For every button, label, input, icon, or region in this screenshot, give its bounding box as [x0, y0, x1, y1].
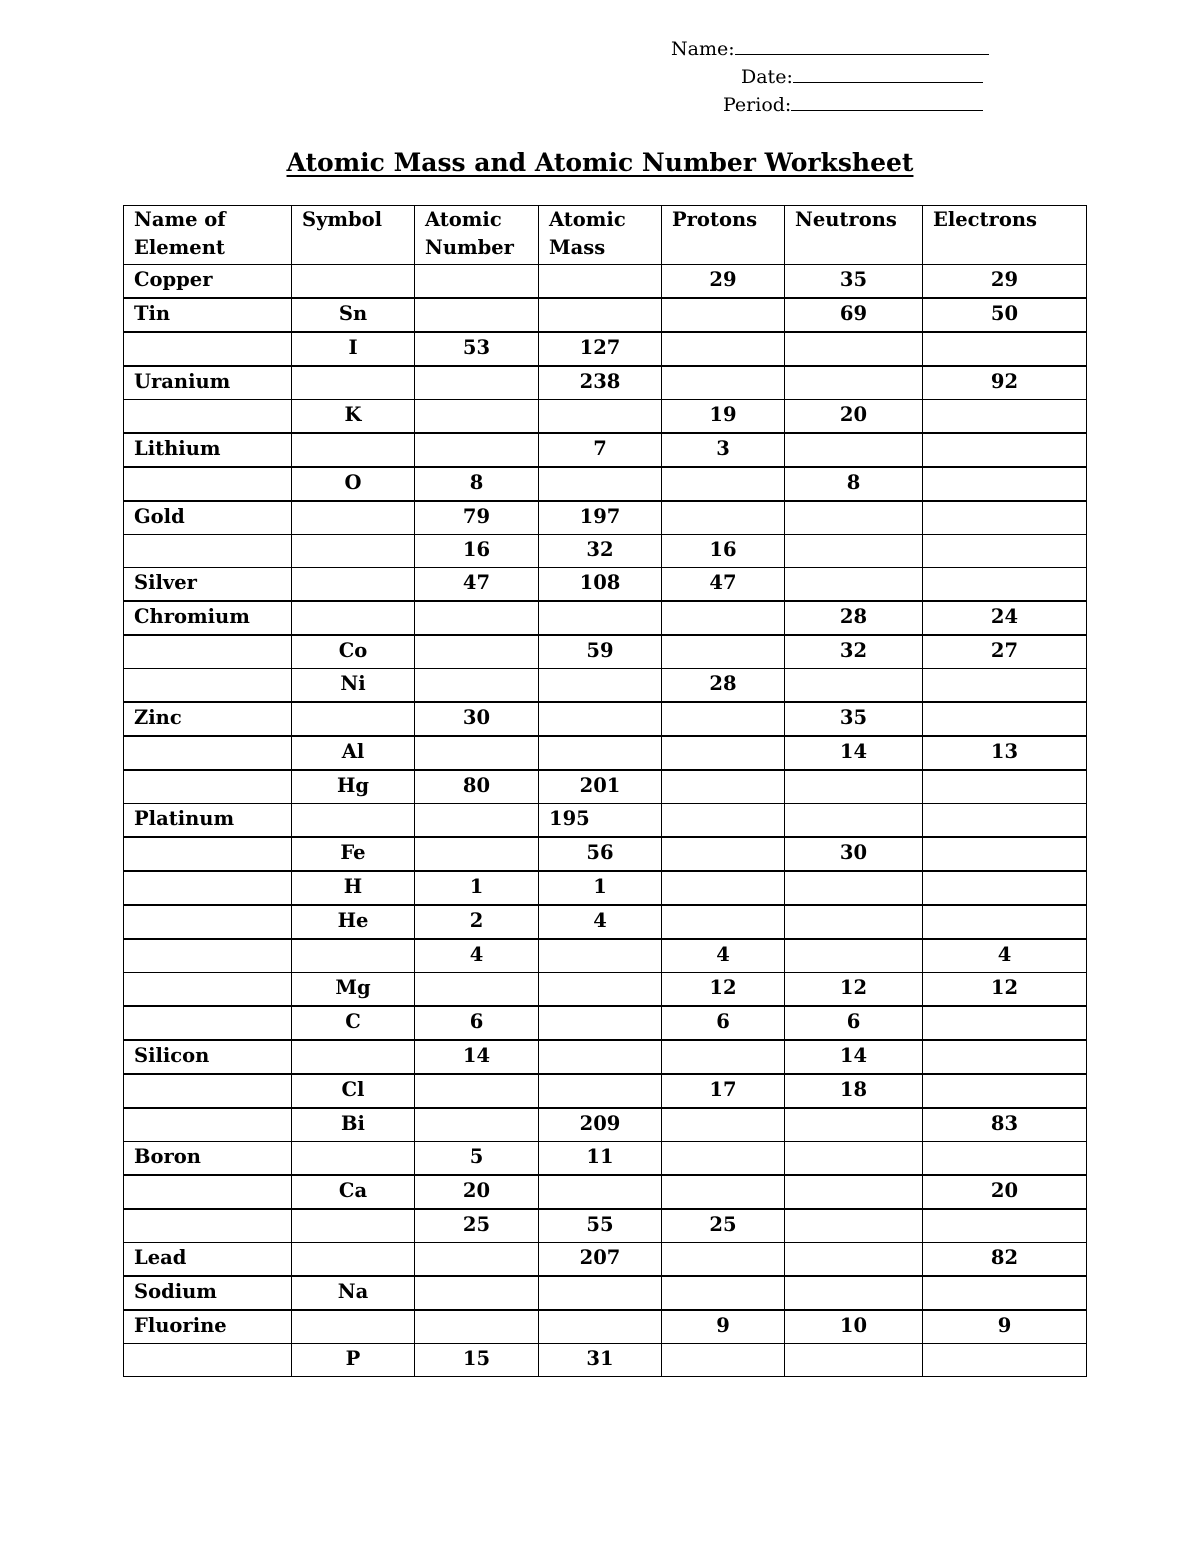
table-cell[interactable]: 12: [923, 973, 1087, 1007]
worksheet-title: Atomic Mass and Atomic Number Worksheet: [286, 148, 914, 177]
table-cell[interactable]: 79: [415, 501, 539, 535]
table-cell[interactable]: [415, 1310, 539, 1344]
table-cell[interactable]: [785, 366, 923, 400]
table-cell[interactable]: [292, 265, 415, 299]
table-body: [124, 265, 1087, 1377]
table-cell[interactable]: 209: [539, 1108, 662, 1142]
table-cell[interactable]: [923, 702, 1087, 736]
table-cell[interactable]: [662, 332, 785, 366]
table-cell[interactable]: 127: [539, 332, 662, 366]
table-cell[interactable]: [539, 467, 662, 501]
table-cell[interactable]: Lead: [124, 1243, 292, 1277]
table-cell[interactable]: 29: [662, 265, 785, 299]
table-cell[interactable]: [539, 1310, 662, 1344]
table-cell[interactable]: 25: [415, 1209, 539, 1243]
table-cell[interactable]: 56: [539, 837, 662, 871]
worksheet-table: [123, 205, 1087, 1377]
table-cell[interactable]: [292, 1040, 415, 1074]
table-cell[interactable]: [415, 265, 539, 299]
table-row: [124, 1006, 1087, 1040]
table-cell[interactable]: [785, 568, 923, 602]
table-cell[interactable]: [785, 1209, 923, 1243]
column-header: Electrons: [923, 206, 1087, 265]
table-cell[interactable]: 24: [923, 601, 1087, 635]
table-cell[interactable]: 83: [923, 1108, 1087, 1142]
table-cell[interactable]: [923, 1006, 1087, 1040]
table-cell[interactable]: [292, 601, 415, 635]
table-cell[interactable]: [923, 433, 1087, 467]
column-header: Name of Element: [124, 206, 292, 265]
table-cell[interactable]: [415, 1074, 539, 1108]
table-cell[interactable]: [923, 1074, 1087, 1108]
table-cell[interactable]: [124, 1209, 292, 1243]
table-cell[interactable]: [539, 702, 662, 736]
table-cell[interactable]: Cl: [292, 1074, 415, 1108]
table-cell[interactable]: 6: [662, 1006, 785, 1040]
table-cell[interactable]: Uranium: [124, 366, 292, 400]
table-cell[interactable]: [785, 804, 923, 838]
column-header: Symbol: [292, 206, 415, 265]
table-cell[interactable]: [415, 837, 539, 871]
table-cell[interactable]: [292, 1209, 415, 1243]
table-cell[interactable]: [124, 770, 292, 804]
table-cell[interactable]: [124, 1175, 292, 1209]
table-cell[interactable]: C: [292, 1006, 415, 1040]
table-cell[interactable]: 2: [415, 905, 539, 939]
table-cell[interactable]: 35: [785, 702, 923, 736]
table-row: [124, 467, 1087, 501]
table-cell[interactable]: [785, 332, 923, 366]
table-cell[interactable]: [662, 702, 785, 736]
table-cell[interactable]: [785, 871, 923, 905]
table-row: [124, 1276, 1087, 1310]
table-cell[interactable]: Gold: [124, 501, 292, 535]
table-row: [124, 298, 1087, 332]
table-cell[interactable]: [539, 601, 662, 635]
table-cell[interactable]: [785, 905, 923, 939]
date-label: Date:: [741, 66, 793, 88]
table-header-row: [124, 206, 1087, 265]
table-row: [124, 1344, 1087, 1377]
table-cell[interactable]: 8: [415, 467, 539, 501]
table-cell[interactable]: [923, 332, 1087, 366]
table-cell[interactable]: [415, 1243, 539, 1277]
table-cell[interactable]: 25: [662, 1209, 785, 1243]
table-cell[interactable]: 11: [539, 1142, 662, 1176]
table-cell[interactable]: 92: [923, 366, 1087, 400]
table-cell[interactable]: 8: [785, 467, 923, 501]
table-cell[interactable]: [124, 973, 292, 1007]
table-cell[interactable]: [415, 669, 539, 703]
table-cell[interactable]: 12: [785, 973, 923, 1007]
table-cell[interactable]: 28: [662, 669, 785, 703]
table-cell[interactable]: [662, 871, 785, 905]
table-cell[interactable]: [923, 400, 1087, 434]
table-cell[interactable]: K: [292, 400, 415, 434]
table-cell[interactable]: [124, 635, 292, 669]
table-cell[interactable]: 32: [539, 535, 662, 568]
table-cell[interactable]: [539, 1040, 662, 1074]
table-cell[interactable]: He: [292, 905, 415, 939]
table-cell[interactable]: [662, 804, 785, 838]
table-cell[interactable]: [415, 973, 539, 1007]
table-cell[interactable]: 17: [662, 1074, 785, 1108]
table-cell[interactable]: [785, 1108, 923, 1142]
table-cell[interactable]: 53: [415, 332, 539, 366]
table-row: [124, 568, 1087, 602]
date-blank[interactable]: [793, 66, 983, 83]
table-cell[interactable]: [785, 1276, 923, 1310]
table-cell[interactable]: [662, 467, 785, 501]
table-cell[interactable]: Al: [292, 736, 415, 770]
table-cell[interactable]: [785, 669, 923, 703]
table-cell[interactable]: [662, 1276, 785, 1310]
table-cell[interactable]: [124, 400, 292, 434]
table-cell[interactable]: [415, 433, 539, 467]
table-cell[interactable]: [662, 905, 785, 939]
table-cell[interactable]: [124, 837, 292, 871]
table-cell[interactable]: Bi: [292, 1108, 415, 1142]
table-row: [124, 702, 1087, 736]
table-cell[interactable]: 197: [539, 501, 662, 535]
table-cell[interactable]: [292, 535, 415, 568]
table-cell[interactable]: 4: [662, 939, 785, 973]
table-cell[interactable]: [539, 265, 662, 299]
table-cell[interactable]: [292, 1243, 415, 1277]
table-cell[interactable]: Chromium: [124, 601, 292, 635]
table-cell[interactable]: [415, 1108, 539, 1142]
table-cell[interactable]: [292, 501, 415, 535]
table-cell[interactable]: 9: [662, 1310, 785, 1344]
table-cell[interactable]: [292, 804, 415, 838]
table-cell[interactable]: 6: [415, 1006, 539, 1040]
table-cell[interactable]: [923, 1276, 1087, 1310]
table-cell[interactable]: Boron: [124, 1142, 292, 1176]
table-cell[interactable]: 20: [785, 400, 923, 434]
table-cell[interactable]: [923, 770, 1087, 804]
table-cell[interactable]: [539, 1175, 662, 1209]
table-cell[interactable]: P: [292, 1344, 415, 1377]
table-cell[interactable]: 15: [415, 1344, 539, 1377]
table-cell[interactable]: [662, 635, 785, 669]
table-cell[interactable]: [785, 939, 923, 973]
table-cell[interactable]: [539, 298, 662, 332]
table-cell[interactable]: Co: [292, 635, 415, 669]
table-cell[interactable]: Fe: [292, 837, 415, 871]
table-cell[interactable]: 12: [662, 973, 785, 1007]
table-cell[interactable]: 10: [785, 1310, 923, 1344]
table-cell[interactable]: [292, 1142, 415, 1176]
table-cell[interactable]: 4: [923, 939, 1087, 973]
table-cell[interactable]: 35: [785, 265, 923, 299]
table-cell[interactable]: 14: [785, 736, 923, 770]
table-cell[interactable]: [124, 905, 292, 939]
table-cell[interactable]: 4: [539, 905, 662, 939]
table-cell[interactable]: [923, 467, 1087, 501]
table-cell[interactable]: 14: [415, 1040, 539, 1074]
table-row: [124, 669, 1087, 703]
table-row: [124, 1243, 1087, 1277]
table-cell[interactable]: [539, 1006, 662, 1040]
table-cell[interactable]: 207: [539, 1243, 662, 1277]
table-cell[interactable]: Platinum: [124, 804, 292, 838]
table-row: [124, 905, 1087, 939]
table-cell[interactable]: Silver: [124, 568, 292, 602]
table-cell[interactable]: Silicon: [124, 1040, 292, 1074]
table-cell[interactable]: [662, 736, 785, 770]
name-blank[interactable]: [735, 38, 989, 55]
table-row: [124, 736, 1087, 770]
table-cell[interactable]: [292, 433, 415, 467]
table-cell[interactable]: Lithium: [124, 433, 292, 467]
table-cell[interactable]: 13: [923, 736, 1087, 770]
table-cell[interactable]: [662, 298, 785, 332]
table-cell[interactable]: [415, 635, 539, 669]
table-cell[interactable]: 7: [539, 433, 662, 467]
table-row: [124, 501, 1087, 535]
table-cell[interactable]: 20: [923, 1175, 1087, 1209]
table-cell[interactable]: 1: [539, 871, 662, 905]
table-cell[interactable]: [124, 939, 292, 973]
table-row: [124, 1040, 1087, 1074]
table-row: [124, 433, 1087, 467]
table-cell[interactable]: I: [292, 332, 415, 366]
table-cell[interactable]: [124, 332, 292, 366]
table-cell[interactable]: [785, 535, 923, 568]
table-cell[interactable]: Na: [292, 1276, 415, 1310]
table-cell[interactable]: [124, 1108, 292, 1142]
table-cell[interactable]: 27: [923, 635, 1087, 669]
table-cell[interactable]: 19: [662, 400, 785, 434]
table-cell[interactable]: [662, 1040, 785, 1074]
table-cell[interactable]: [662, 501, 785, 535]
table-cell[interactable]: [662, 837, 785, 871]
table-cell[interactable]: 50: [923, 298, 1087, 332]
table-cell[interactable]: 16: [662, 535, 785, 568]
table-cell[interactable]: [662, 1175, 785, 1209]
table-row: [124, 1175, 1087, 1209]
table-cell[interactable]: [124, 736, 292, 770]
table-cell[interactable]: [415, 804, 539, 838]
table-cell[interactable]: [662, 601, 785, 635]
table-cell[interactable]: Copper: [124, 265, 292, 299]
table-cell[interactable]: 14: [785, 1040, 923, 1074]
table-cell[interactable]: [292, 568, 415, 602]
table-cell[interactable]: 18: [785, 1074, 923, 1108]
table-row: [124, 535, 1087, 568]
table-row: [124, 635, 1087, 669]
table-cell[interactable]: [785, 433, 923, 467]
period-blank[interactable]: [791, 94, 983, 111]
table-row: [124, 804, 1087, 838]
table-cell[interactable]: 32: [785, 635, 923, 669]
date-field[interactable]: [741, 66, 983, 88]
table-row: [124, 770, 1087, 804]
table-cell[interactable]: 55: [539, 1209, 662, 1243]
table-cell[interactable]: [923, 669, 1087, 703]
table-cell[interactable]: 16: [415, 535, 539, 568]
table-cell[interactable]: 5: [415, 1142, 539, 1176]
table-cell[interactable]: 3: [662, 433, 785, 467]
table-cell[interactable]: [124, 1006, 292, 1040]
table-cell[interactable]: [662, 1344, 785, 1377]
table-cell[interactable]: [662, 1142, 785, 1176]
table-cell[interactable]: [415, 601, 539, 635]
table-cell[interactable]: [923, 501, 1087, 535]
table-cell[interactable]: [923, 535, 1087, 568]
table-cell[interactable]: [923, 905, 1087, 939]
table-cell[interactable]: 195: [539, 804, 662, 838]
table-cell[interactable]: [415, 366, 539, 400]
table-cell[interactable]: [539, 736, 662, 770]
table-cell[interactable]: [292, 366, 415, 400]
table-cell[interactable]: [923, 1209, 1087, 1243]
period-field[interactable]: [723, 94, 983, 116]
table-cell[interactable]: [662, 366, 785, 400]
table-cell[interactable]: Hg: [292, 770, 415, 804]
table-cell[interactable]: 108: [539, 568, 662, 602]
table-cell[interactable]: [923, 1344, 1087, 1377]
table-cell[interactable]: [662, 1243, 785, 1277]
table-cell[interactable]: 47: [662, 568, 785, 602]
table-cell[interactable]: [539, 1276, 662, 1310]
column-header: Atomic Number: [415, 206, 539, 265]
table-cell[interactable]: O: [292, 467, 415, 501]
table-row: [124, 1142, 1087, 1176]
table-cell[interactable]: [539, 939, 662, 973]
table-cell[interactable]: [785, 1142, 923, 1176]
table-cell[interactable]: 31: [539, 1344, 662, 1377]
table-cell[interactable]: 4: [415, 939, 539, 973]
table-cell[interactable]: H: [292, 871, 415, 905]
table-cell[interactable]: [923, 1040, 1087, 1074]
table-row: [124, 939, 1087, 973]
table-row: [124, 366, 1087, 400]
table-cell[interactable]: 69: [785, 298, 923, 332]
table-row: [124, 332, 1087, 366]
table-cell[interactable]: 30: [785, 837, 923, 871]
table-cell[interactable]: [415, 1276, 539, 1310]
column-header: Protons: [662, 206, 785, 265]
table-cell[interactable]: Ni: [292, 669, 415, 703]
table-cell[interactable]: [124, 1074, 292, 1108]
table-cell[interactable]: Tin: [124, 298, 292, 332]
table-cell[interactable]: 201: [539, 770, 662, 804]
table-cell[interactable]: [923, 804, 1087, 838]
name-field[interactable]: [671, 38, 989, 60]
table-cell[interactable]: 1: [415, 871, 539, 905]
table-cell[interactable]: 47: [415, 568, 539, 602]
table-row: [124, 400, 1087, 434]
table-row: [124, 1074, 1087, 1108]
table-cell[interactable]: 30: [415, 702, 539, 736]
table-row: [124, 265, 1087, 299]
table-cell[interactable]: [124, 871, 292, 905]
table-cell[interactable]: [539, 1074, 662, 1108]
table-cell[interactable]: 20: [415, 1175, 539, 1209]
table-row: [124, 871, 1087, 905]
table-cell[interactable]: [292, 702, 415, 736]
table-row: [124, 601, 1087, 635]
table-cell[interactable]: Sodium: [124, 1276, 292, 1310]
column-header: Atomic Mass: [539, 206, 662, 265]
table-cell[interactable]: [124, 535, 292, 568]
table-cell[interactable]: [785, 1243, 923, 1277]
table-cell[interactable]: 6: [785, 1006, 923, 1040]
table-cell[interactable]: 82: [923, 1243, 1087, 1277]
table-cell[interactable]: [923, 837, 1087, 871]
name-label: Name:: [671, 38, 735, 60]
table-row: [124, 973, 1087, 1007]
table-cell[interactable]: [415, 298, 539, 332]
table-cell[interactable]: [292, 1310, 415, 1344]
table-cell[interactable]: [662, 770, 785, 804]
table-cell[interactable]: [539, 669, 662, 703]
table-row: [124, 1108, 1087, 1142]
table-cell[interactable]: 59: [539, 635, 662, 669]
table-cell[interactable]: Fluorine: [124, 1310, 292, 1344]
period-label: Period:: [723, 94, 792, 116]
column-header: Neutrons: [785, 206, 923, 265]
table-cell[interactable]: 238: [539, 366, 662, 400]
table-cell[interactable]: [539, 973, 662, 1007]
table-cell[interactable]: [415, 736, 539, 770]
table-cell[interactable]: [785, 770, 923, 804]
table-cell[interactable]: Ca: [292, 1175, 415, 1209]
table-cell[interactable]: [124, 467, 292, 501]
table-cell[interactable]: [124, 669, 292, 703]
table-row: [124, 1209, 1087, 1243]
table-cell[interactable]: [785, 1344, 923, 1377]
table-cell[interactable]: [785, 501, 923, 535]
table-cell[interactable]: [124, 1344, 292, 1377]
table-cell[interactable]: [923, 568, 1087, 602]
table-cell[interactable]: 80: [415, 770, 539, 804]
table-cell[interactable]: 29: [923, 265, 1087, 299]
table-cell[interactable]: Sn: [292, 298, 415, 332]
table-cell[interactable]: [662, 1108, 785, 1142]
table-cell[interactable]: 28: [785, 601, 923, 635]
table-cell[interactable]: [923, 871, 1087, 905]
table-cell[interactable]: [292, 939, 415, 973]
table-row: [124, 1310, 1087, 1344]
table-cell[interactable]: [415, 400, 539, 434]
table-cell[interactable]: Mg: [292, 973, 415, 1007]
table-cell[interactable]: [923, 1142, 1087, 1176]
table-cell[interactable]: 9: [923, 1310, 1087, 1344]
table-cell[interactable]: [785, 1175, 923, 1209]
table-cell[interactable]: [539, 400, 662, 434]
table-cell[interactable]: Zinc: [124, 702, 292, 736]
table-row: [124, 837, 1087, 871]
